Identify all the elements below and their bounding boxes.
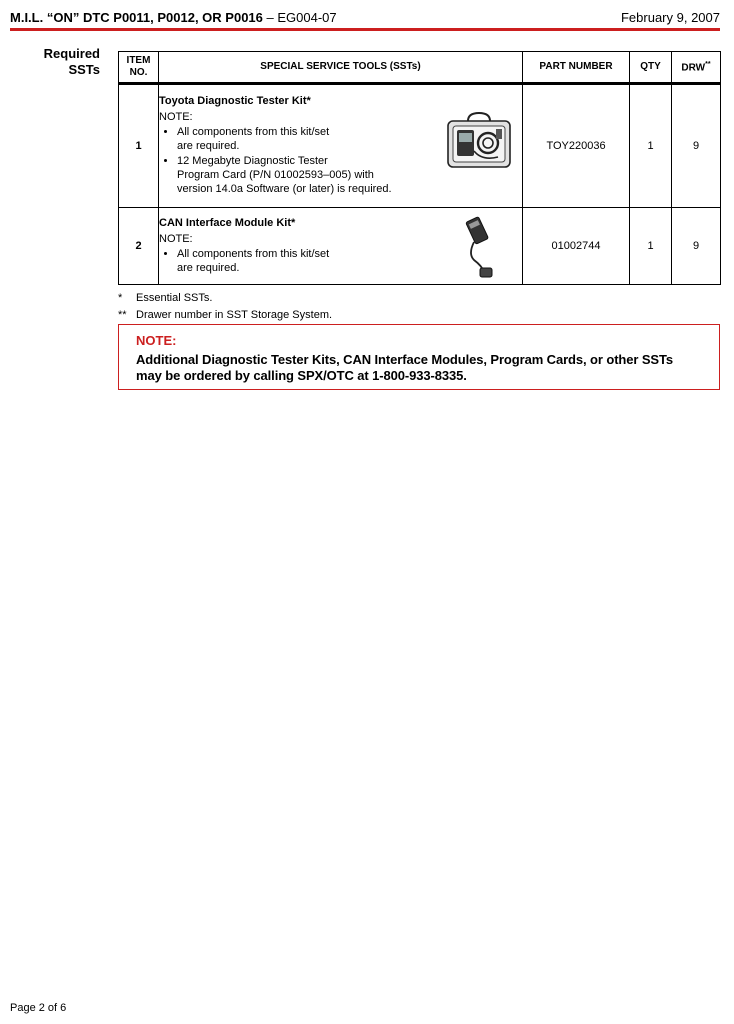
tool-name: Toyota Diagnostic Tester Kit*: [159, 95, 311, 107]
cell-qty: 1: [630, 84, 672, 208]
section-label-required-ssts: [20, 46, 100, 78]
col-header-drw-mark: **: [705, 61, 711, 69]
bullet-line: • 12 Megabyte Diagnostic Tester: [177, 155, 328, 167]
col-header-drw-label: DRW: [681, 62, 706, 74]
document-title: [10, 10, 337, 25]
bullet-line: • All components from this kit/set: [177, 247, 330, 260]
bullet-line: • All components from this kit/set: [177, 126, 330, 138]
cell-drw: 9: [672, 84, 721, 208]
col-header-drw: [672, 52, 721, 84]
cell-qty: 1: [630, 208, 672, 285]
section-label-line-2: SSTs: [68, 62, 100, 77]
sst-table: [118, 51, 721, 285]
footnote-mark: **: [118, 309, 127, 321]
footnote-essential: [118, 290, 332, 307]
bullet-line: are required.: [177, 261, 240, 274]
table-header-row: [119, 52, 721, 84]
table-row: [119, 84, 721, 208]
page-number: Page 2 of 6: [10, 1002, 67, 1014]
footnote-text: Essential SSTs.: [136, 292, 213, 304]
title-dtc-codes: M.I.L. “ON” DTC P0011, P0012, OR P0016: [10, 10, 263, 25]
cell-item-no: 1: [119, 84, 159, 208]
section-label-line-1: Required: [43, 46, 100, 61]
col-header-item-line-1: ITEM: [126, 55, 151, 66]
document-date: February 9, 2007: [620, 10, 720, 25]
cell-tool-description: [159, 84, 523, 208]
title-document-code: EG004-07: [277, 10, 337, 25]
footnote-mark: *: [118, 292, 123, 304]
col-header-qty: QTY: [630, 52, 672, 84]
cell-item-no: 2: [119, 208, 159, 285]
col-header-tools: SPECIAL SERVICE TOOLS (SSTs): [159, 52, 523, 84]
col-header-item-line-2: NO.: [129, 67, 148, 78]
cell-drw: 9: [672, 208, 721, 285]
footnote-text: Drawer number in SST Storage System.: [136, 309, 333, 321]
col-header-item-no: [119, 52, 159, 84]
tool-note-label: NOTE:: [159, 232, 193, 245]
title-separator: –: [262, 10, 278, 25]
bullet-line: are required.: [177, 140, 240, 152]
footnote-drawer: [118, 307, 332, 324]
tool-name: CAN Interface Module Kit*: [159, 216, 296, 229]
table-row: [119, 208, 721, 285]
bullet-line: version 14.0a Software (or later) is required.: [177, 183, 392, 195]
page-header: [10, 8, 720, 31]
note-title: NOTE:: [136, 333, 177, 348]
tester-kit-case-image: [444, 111, 514, 174]
cell-tool-description: [159, 208, 523, 285]
col-header-part-number: PART NUMBER: [523, 52, 630, 84]
cell-part-number: TOY220036: [523, 84, 630, 208]
can-module-cable-image: [460, 214, 500, 283]
note-box: [118, 324, 720, 390]
cell-part-number: 01002744: [523, 208, 630, 285]
footnotes: [118, 290, 332, 324]
tool-note-label: NOTE:: [159, 111, 193, 123]
note-text: Additional Diagnostic Tester Kits, CAN Interface Modules, Program Cards, or other SSTs may be ordered by calling SPX/OTC at 1-800-933-8335.: [136, 352, 674, 383]
bullet-line: Program Card (P/N 01002593–005) with: [177, 169, 374, 181]
